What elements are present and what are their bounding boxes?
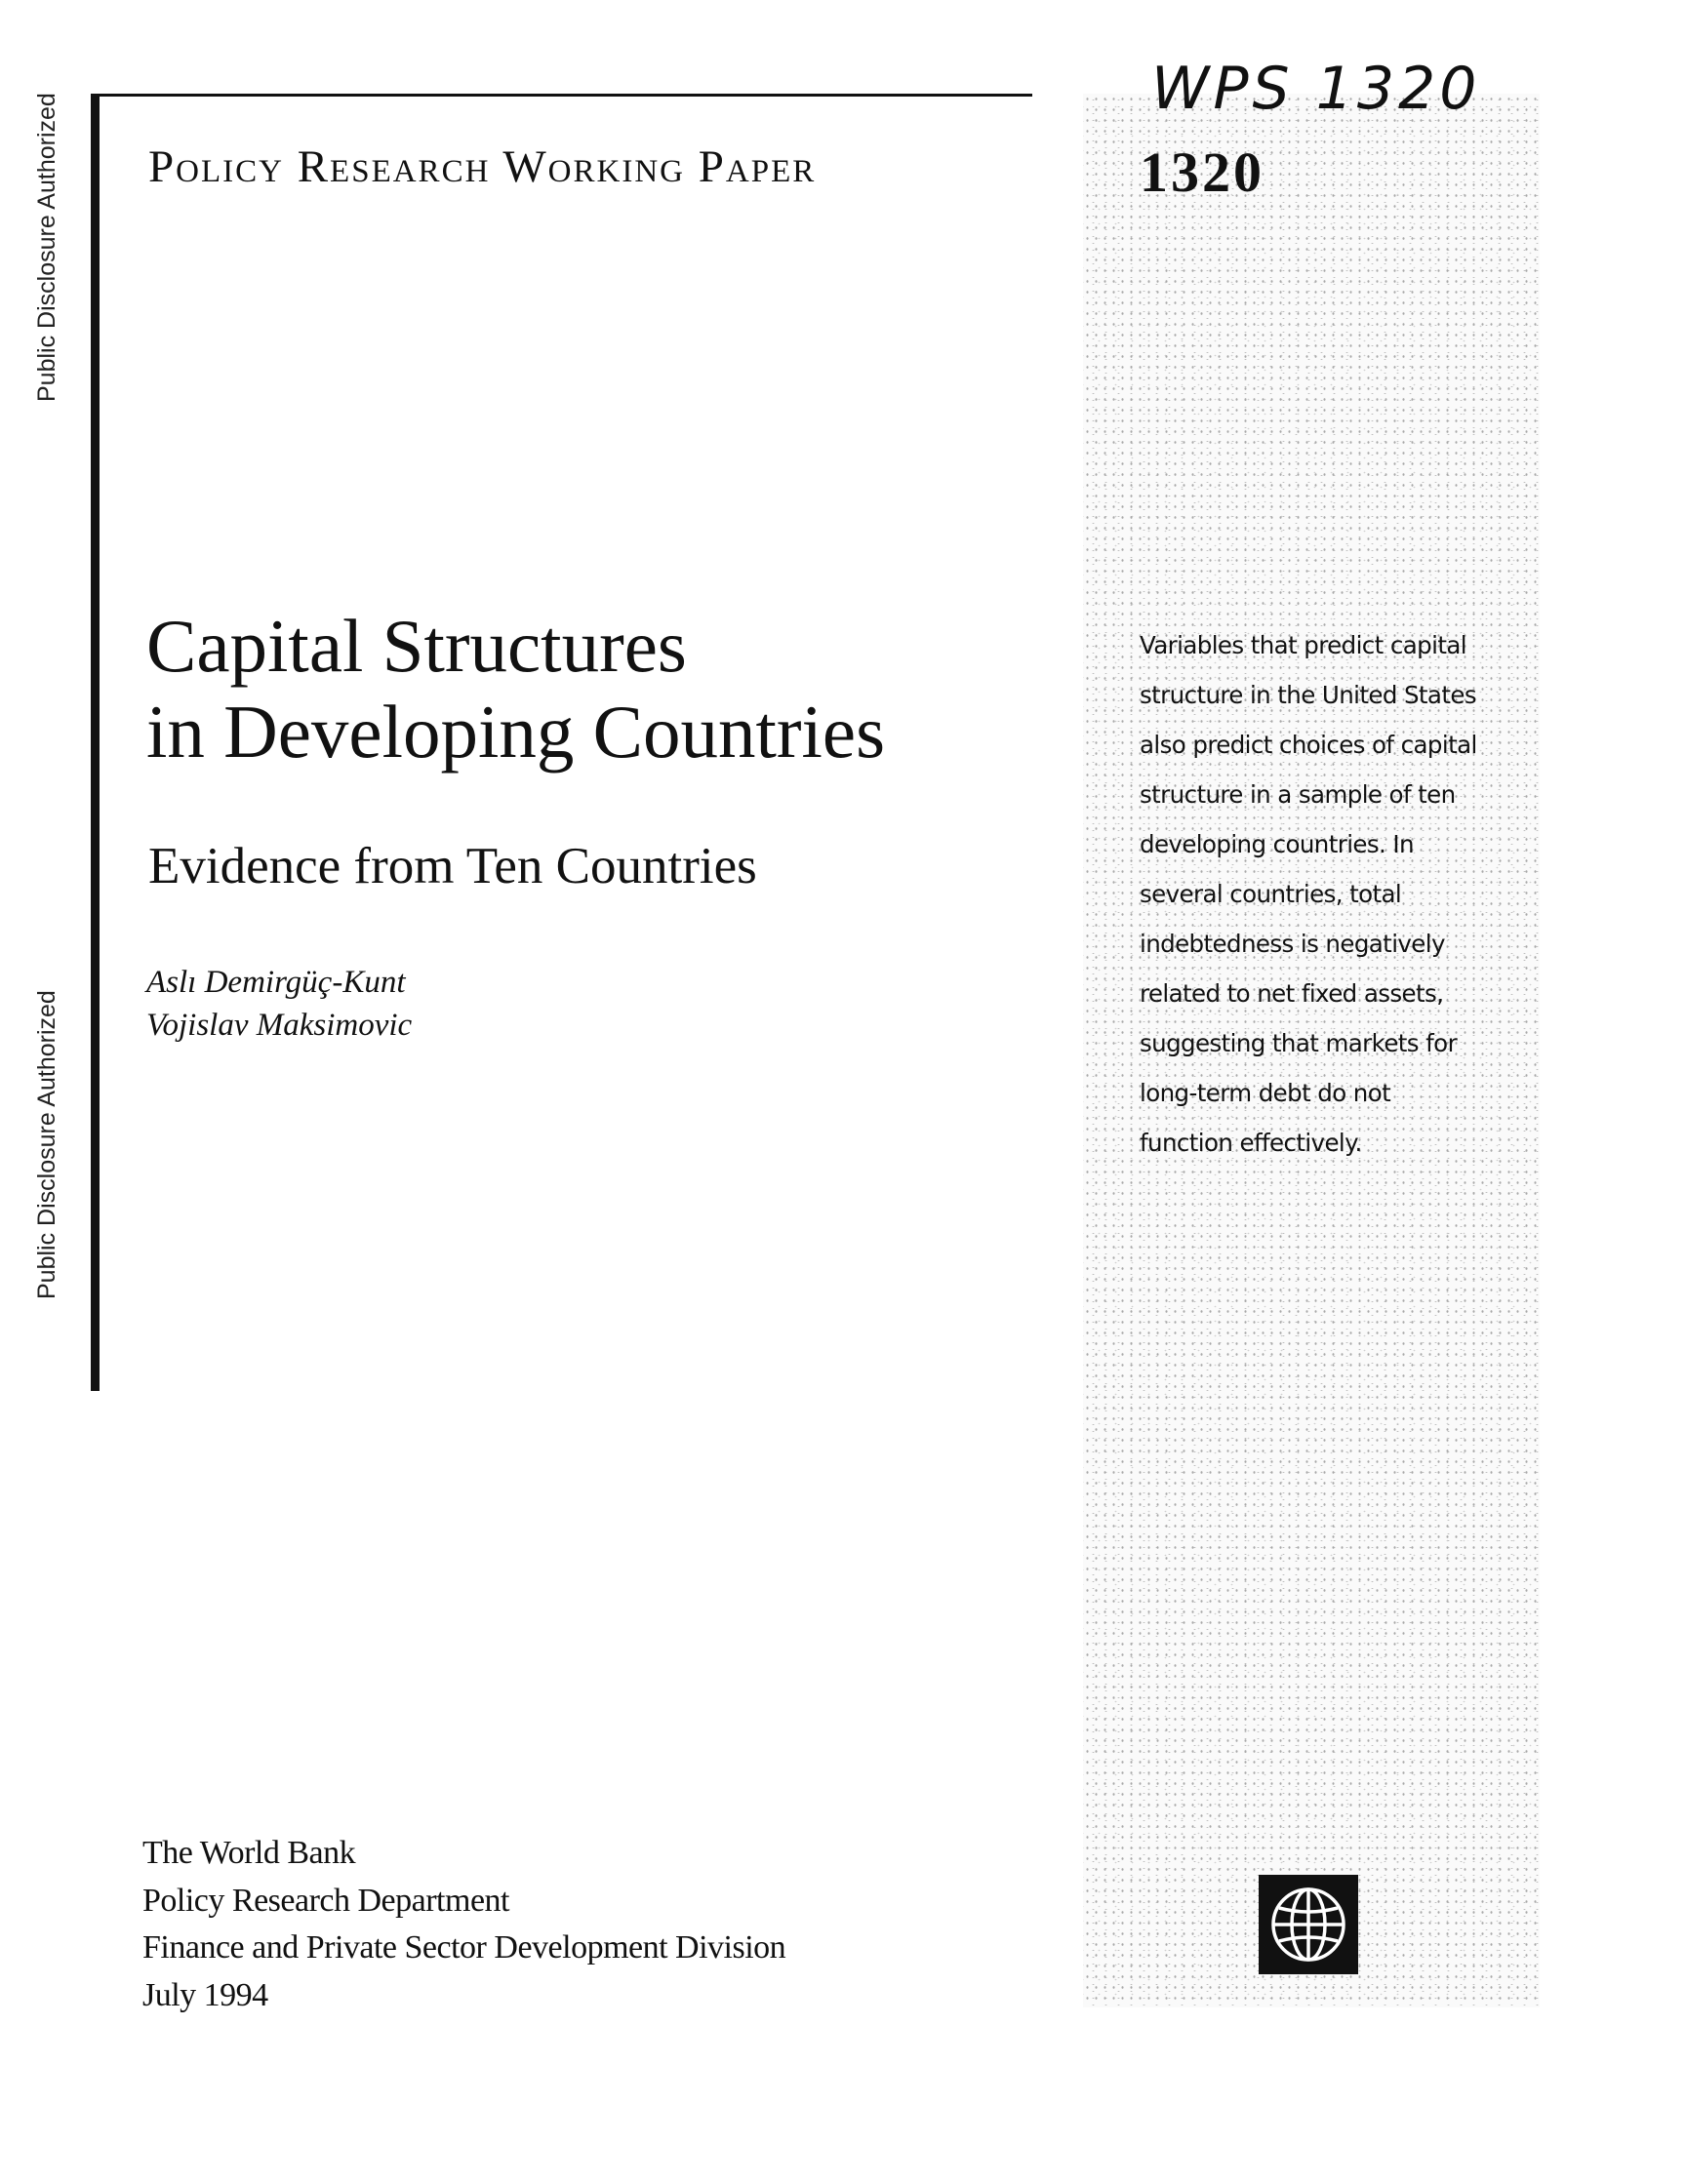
page-title xyxy=(146,603,885,774)
publisher-organization: The World Bank xyxy=(142,1835,356,1871)
abstract-line: structure in a sample of ten xyxy=(1140,780,1456,809)
world-bank-logo xyxy=(1259,1875,1358,1974)
abstract-line: indebtedness is negatively xyxy=(1140,930,1445,958)
title-line-2: in Developing Countries xyxy=(146,690,886,774)
abstract-line: long-term debt do not xyxy=(1140,1079,1391,1107)
publisher-division: Finance and Private Sector Development Division xyxy=(142,1929,786,1966)
abstract-line: developing countries. In xyxy=(1140,830,1414,858)
authors xyxy=(146,961,412,1047)
vertical-rule xyxy=(91,94,100,1391)
abstract-line: function effectively. xyxy=(1140,1129,1362,1157)
publisher-department: Policy Research Department xyxy=(142,1882,509,1919)
horizontal-rule xyxy=(91,94,1032,97)
author: Aslı Demirgüç-Kunt xyxy=(146,965,406,1000)
abstract-line: several countries, total xyxy=(1140,880,1402,908)
publisher-block xyxy=(142,1830,785,2019)
abstract-line: related to net fixed assets, xyxy=(1140,979,1444,1008)
series-title: Policy Research Working Paper xyxy=(148,141,817,192)
author: Vojislav Maksimovic xyxy=(146,1008,413,1043)
handwritten-id: WPS 1320 xyxy=(1151,55,1481,123)
disclosure-label-bottom: Public Disclosure Authorized xyxy=(33,990,60,1299)
world-bank-globe-icon xyxy=(1266,1883,1350,1966)
page-subtitle: Evidence from Ten Countries xyxy=(148,838,757,894)
paper-number: 1320 xyxy=(1140,140,1264,204)
abstract xyxy=(1140,620,1525,1168)
title-line-1: Capital Structures xyxy=(146,604,687,688)
abstract-line: suggesting that markets for xyxy=(1140,1029,1458,1057)
disclosure-label-top: Public Disclosure Authorized xyxy=(33,93,60,402)
abstract-line: also predict choices of capital xyxy=(1140,731,1477,759)
abstract-line: Variables that predict capital xyxy=(1140,631,1466,659)
publication-date: July 1994 xyxy=(142,1976,268,2013)
abstract-line: structure in the United States xyxy=(1140,681,1476,709)
